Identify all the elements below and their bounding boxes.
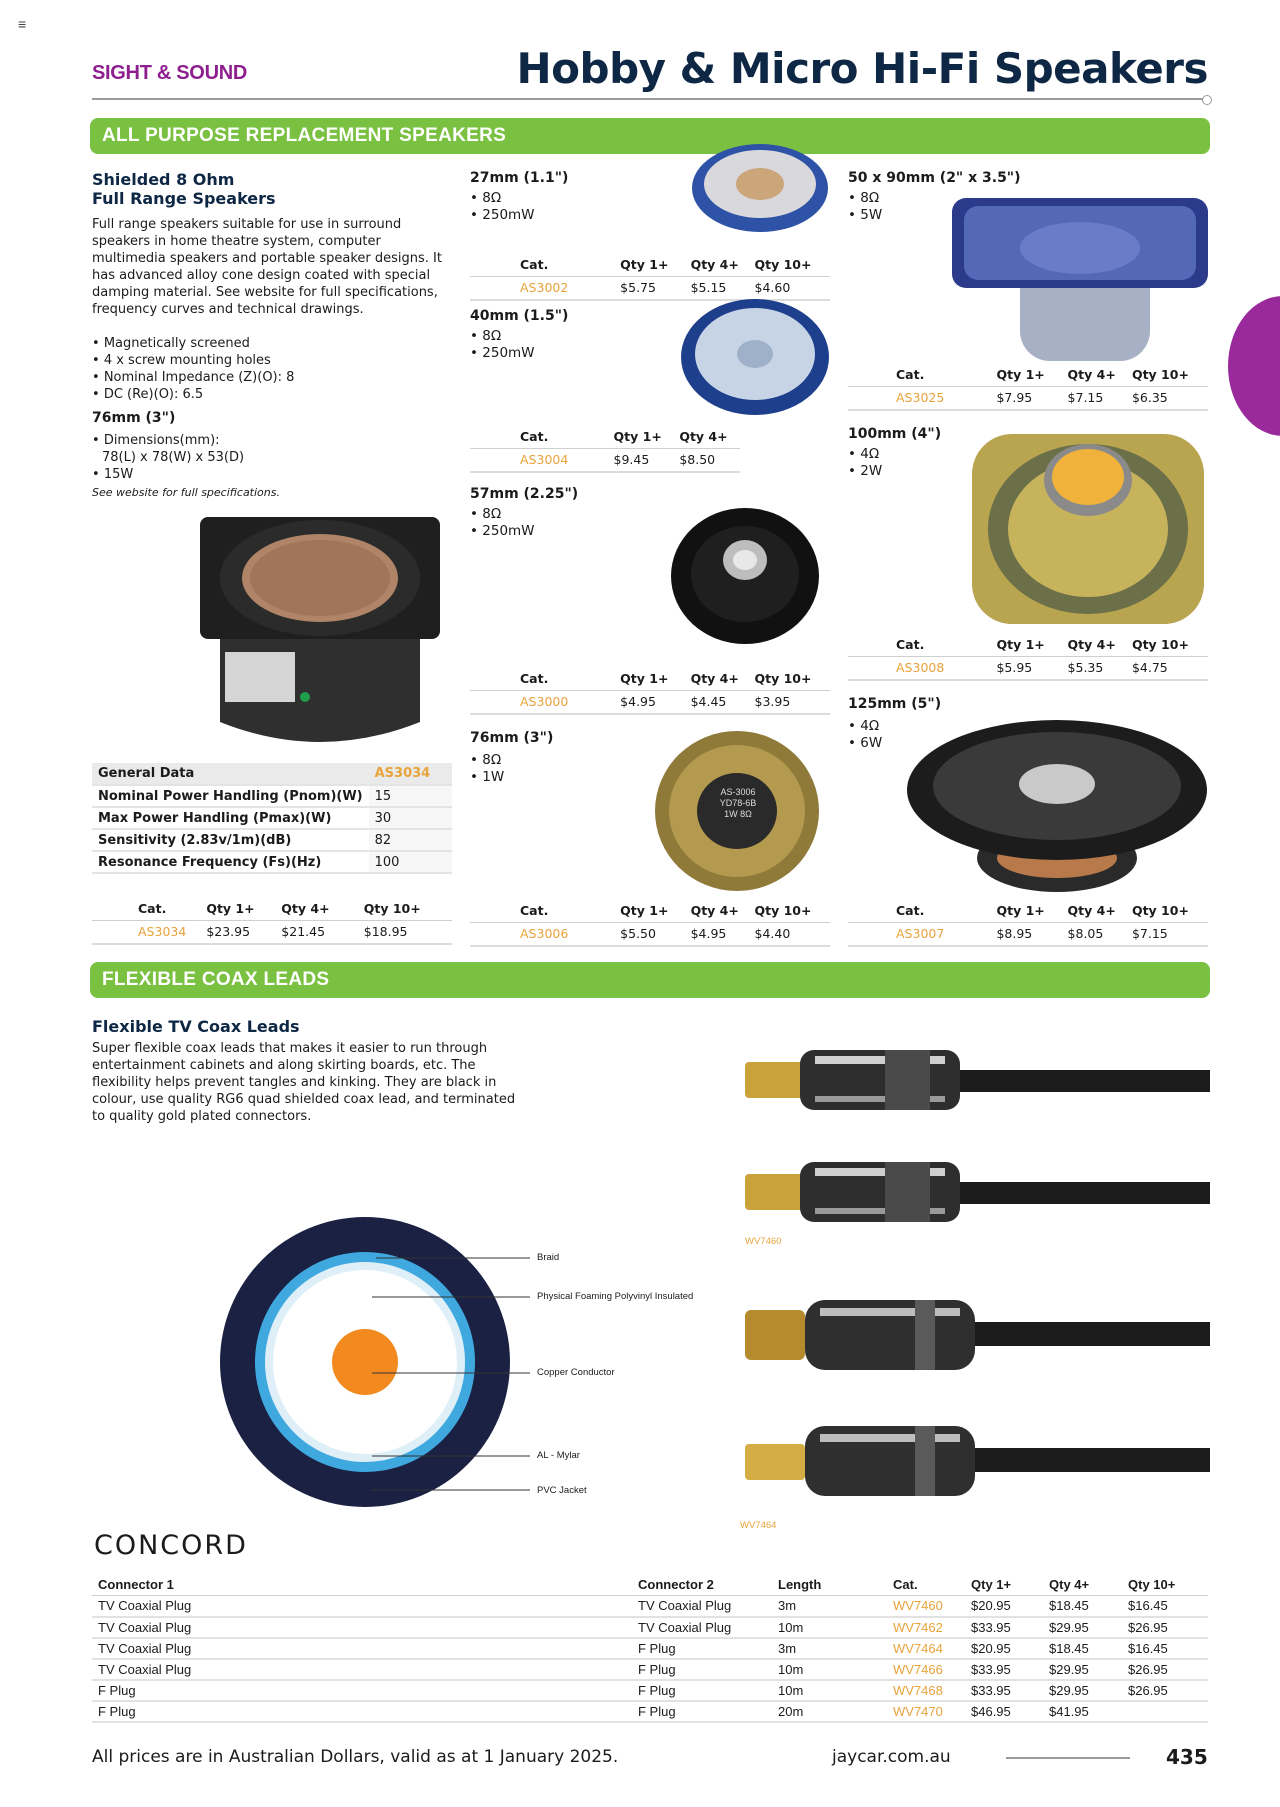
table-row: General Data AS3034 xyxy=(92,763,452,785)
spec-note: See website for full specifications. xyxy=(92,486,280,499)
table-row: AS3004 $9.45 $8.50 xyxy=(470,449,740,473)
table-row: AS3006 $5.50 $4.95 $4.40 xyxy=(470,923,830,947)
section-bar-replacement-speakers: ALL PURPOSE REPLACEMENT SPEAKERS xyxy=(90,118,1210,154)
speaker-100mm-image xyxy=(970,432,1206,626)
speaker-oval-image xyxy=(950,196,1210,366)
hamburger-icon[interactable]: ≡ xyxy=(18,16,27,32)
table-row: AS3008 $5.95 $5.35 $4.75 xyxy=(848,657,1208,681)
feature-item: • Nominal Impedance (Z)(O): 8 xyxy=(92,369,432,386)
section-label: SIGHT & SOUND xyxy=(92,62,247,84)
footer-rule xyxy=(1006,1757,1130,1759)
price-table-as3000: Cat. Qty 1+ Qty 4+ Qty 10+ AS3000 $4.95 $4.45 $3.95 xyxy=(470,668,830,715)
diagram-leader-lines xyxy=(362,1250,532,1500)
table-row: F Plug F Plug 10m WV7468 $33.95 $29.95 $26.95 xyxy=(92,1680,1208,1701)
product-specs-as3000: • 8Ω • 250mW xyxy=(470,506,535,540)
product-title-as3004: 40mm (1.5") xyxy=(470,308,569,324)
product-specs-as3025: • 8Ω • 5W xyxy=(848,190,882,224)
price-disclaimer: All prices are in Australian Dollars, valid as at 1 January 2025. xyxy=(92,1747,619,1767)
product-specs-as3008: • 4Ω • 2W xyxy=(848,446,882,480)
table-row: Max Power Handling (Pmax)(W) 30 xyxy=(92,807,452,829)
page-title: Hobby & Micro Hi-Fi Speakers xyxy=(516,44,1208,93)
label-al-mylar: AL - Mylar xyxy=(537,1450,580,1461)
website-link[interactable]: jaycar.com.au xyxy=(832,1747,951,1767)
product-title-as3000: 57mm (2.25") xyxy=(470,486,579,502)
price-table-as3025: Cat. Qty 1+ Qty 4+ Qty 10+ AS3025 $7.95 $7.15 $6.35 xyxy=(848,364,1208,411)
label-pvc-jacket: PVC Jacket xyxy=(537,1485,587,1496)
feature-item: • DC (Re)(O): 6.5 xyxy=(92,386,432,403)
size-heading: 76mm (3") xyxy=(92,410,176,426)
coax-lead-image-4 xyxy=(745,1416,1210,1506)
coax-price-table xyxy=(92,1574,1208,1723)
speaker-40mm-image xyxy=(678,296,832,418)
product-title-as3007: 125mm (5") xyxy=(848,696,942,712)
price-table-as3006: Cat. Qty 1+ Qty 4+ Qty 10+ AS3006 $5.50 $4.95 $4.40 xyxy=(470,900,830,947)
price-table-as3008: Cat. Qty 1+ Qty 4+ Qty 10+ AS3008 $5.95 $5.35 $4.75 xyxy=(848,634,1208,681)
speaker-125mm-image xyxy=(906,718,1208,894)
title-rule xyxy=(92,98,1208,100)
label-copper-conductor: Copper Conductor xyxy=(537,1367,615,1378)
product-specs-as3004: • 8Ω • 250mW xyxy=(470,328,535,362)
label-foam-insulation: Physical Foaming Polyvinyl Insulated xyxy=(537,1291,694,1302)
table-row: TV Coaxial Plug TV Coaxial Plug 10m WV7462 $33.95 $29.95 $26.95 xyxy=(92,1617,1208,1638)
feature-item: • Magnetically screened xyxy=(92,335,432,352)
table-row: TV Coaxial Plug F Plug 3m WV7464 $20.95 $18.45 $16.45 xyxy=(92,1638,1208,1659)
table-row: AS3002 $5.75 $5.15 $4.60 xyxy=(470,277,830,301)
speaker-57mm-image xyxy=(668,504,822,648)
price-table-as3002: Cat. Qty 1+ Qty 4+ Qty 10+ AS3002 $5.75 $5.15 $4.60 xyxy=(470,254,830,301)
coax-description: Super flexible coax leads that makes it easier to run through entertainment cabinets and along skirting boards, etc. The flexibility helps prevent tangles and kinking. They are black in colour, use quality RG6 quad shielded coax lead, and terminated to quality gold plated connectors. xyxy=(92,1041,516,1124)
feature-item: • 4 x screw mounting holes xyxy=(92,352,432,369)
product-title-as3025: 50 x 90mm (2" x 3.5") xyxy=(848,170,1021,186)
coax-lead-image-1 xyxy=(745,1040,1210,1120)
product-title-as3008: 100mm (4") xyxy=(848,426,942,442)
product-specs-as3006: • 8Ω • 1W xyxy=(470,752,504,786)
table-row: Resonance Frequency (Fs)(Hz) 100 xyxy=(92,851,452,873)
table-row: TV Coaxial Plug F Plug 10m WV7466 $33.95 $29.95 $26.95 xyxy=(92,1659,1208,1680)
section-bar-coax-leads: FLEXIBLE COAX LEADS xyxy=(90,962,1210,998)
coax-lead-image-2 xyxy=(745,1152,1210,1232)
product-title-as3006: 76mm (3") xyxy=(470,730,554,746)
feature-list xyxy=(92,335,432,403)
product-description: Full range speakers suitable for use in surround speakers in home theatre system, computer multimedia speakers and portable speaker designs. It has advanced alloy cone design coated with special damping material. See website for full specifications, frequency curves and technical drawings. xyxy=(92,217,442,317)
coax-heading: Flexible TV Coax Leads xyxy=(92,1017,300,1036)
concord-logo: CONCORD xyxy=(94,1530,248,1561)
product-specs-as3007: • 4Ω • 6W xyxy=(848,718,882,752)
price-table-as3034: Cat. Qty 1+ Qty 4+ Qty 10+ AS3034 $23.95 $21.45 $18.95 xyxy=(92,898,452,945)
image-code: WV7464 xyxy=(740,1520,777,1531)
size-specs: • Dimensions(mm): 78(L) x 78(W) x 53(D) • 15W xyxy=(92,433,245,482)
side-tab xyxy=(1228,296,1280,436)
coax-lead-image-3 xyxy=(745,1290,1210,1380)
price-table-as3004: Cat. Qty 1+ Qty 4+ AS3004 $9.45 $8.50 xyxy=(470,426,740,473)
table-row: Nominal Power Handling (Pnom)(W) 15 xyxy=(92,785,452,807)
table-row: F Plug F Plug 20m WV7470 $46.95 $41.95 xyxy=(92,1701,1208,1722)
image-code: WV7460 xyxy=(745,1236,782,1247)
table-row: TV Coaxial Plug TV Coaxial Plug 3m WV7460 $20.95 $18.45 $16.45 xyxy=(92,1596,1208,1617)
table-row: AS3034 $23.95 $21.45 $18.95 xyxy=(92,921,452,945)
square-speaker-image xyxy=(195,512,445,762)
product-title-as3002: 27mm (1.1") xyxy=(470,170,569,186)
table-row: AS3007 $8.95 $8.05 $7.15 xyxy=(848,923,1208,947)
table-row: AS3025 $7.95 $7.15 $6.35 xyxy=(848,387,1208,411)
table-row: Sensitivity (2.83v/1m)(dB) 82 xyxy=(92,829,452,851)
table-header-row: Connector 1 Connector 2 Length Cat. Qty 1+ Qty 4+ Qty 10+ xyxy=(92,1574,1208,1596)
table-row: AS3000 $4.95 $4.45 $3.95 xyxy=(470,691,830,715)
speaker-27mm-image xyxy=(690,140,830,235)
page-number: 435 xyxy=(1166,1745,1208,1769)
product-specs-as3002: • 8Ω • 250mW xyxy=(470,190,535,224)
price-table-as3007: Cat. Qty 1+ Qty 4+ Qty 10+ AS3007 $8.95 $8.05 $7.15 xyxy=(848,900,1208,947)
label-braid: Braid xyxy=(537,1252,560,1263)
general-data-table xyxy=(92,763,452,874)
product-heading: Shielded 8 Ohm Full Range Speakers xyxy=(92,170,276,208)
speaker-label: AS-3006 YD78-6B 1W 8Ω xyxy=(719,787,757,819)
